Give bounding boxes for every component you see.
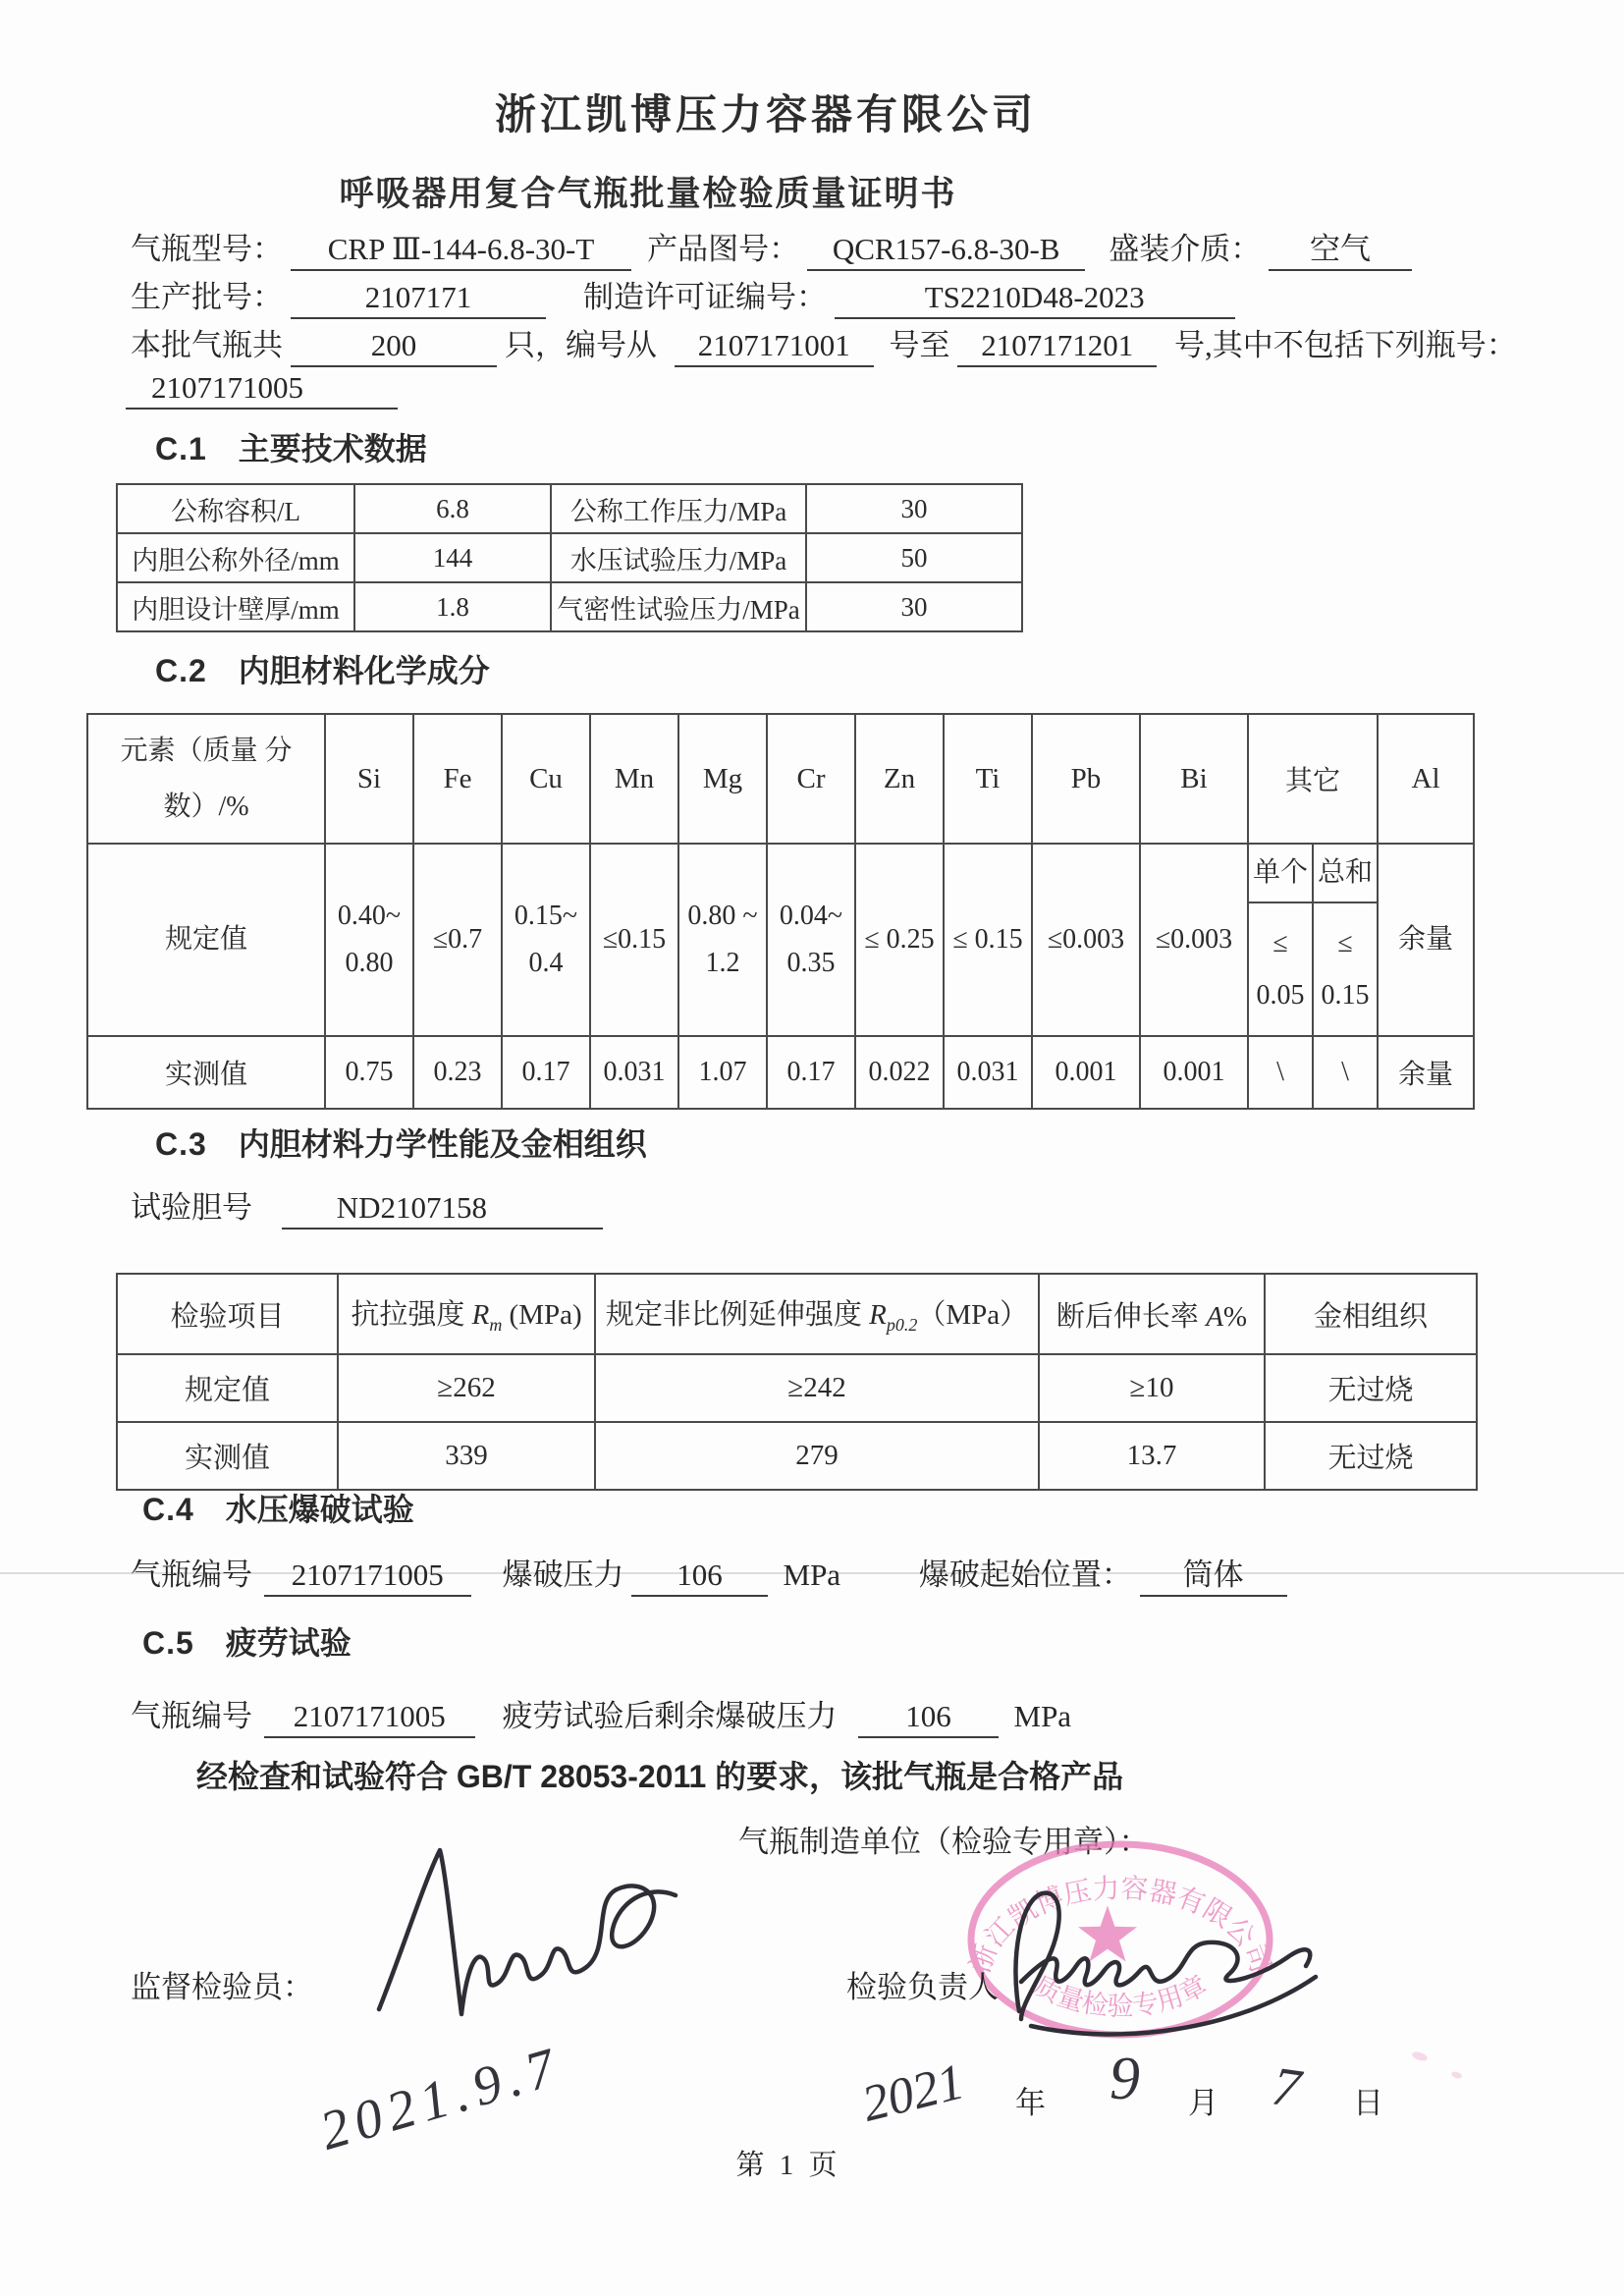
- element-cell: Mg: [678, 714, 767, 844]
- sample-label: 试验胆号: [131, 1190, 252, 1225]
- date-day-unit: 日: [1353, 2086, 1383, 2120]
- date-month-handwritten: 9: [1110, 2046, 1140, 2112]
- date-month-unit: 月: [1188, 2086, 1218, 2120]
- c1-cell: 公称工作压力/MPa: [551, 484, 806, 533]
- c3-cell: ≥262: [338, 1354, 595, 1422]
- sample-line: [131, 1182, 603, 1230]
- c3-col-micro: 金相组织: [1265, 1274, 1477, 1354]
- element-cell: Bi: [1140, 714, 1248, 844]
- license-label: 制造许可证编号：: [583, 280, 827, 314]
- table-row: [117, 1354, 1477, 1422]
- other-total-spec-cell: [1313, 844, 1378, 1036]
- table-row: [87, 844, 1474, 1036]
- burst-location-value: 筒体: [1140, 1556, 1287, 1597]
- chemical-composition-table: [86, 713, 1475, 1110]
- stamp-caption-text: 质量检验专用章: [1028, 1970, 1213, 2021]
- inspector-signature: [363, 1832, 697, 2058]
- scan-artifact-dot: [1411, 2050, 1429, 2063]
- excluded-serial-line: [126, 368, 398, 410]
- medium-value: 空气: [1269, 230, 1412, 271]
- c1-cell: 气密性试验压力/MPa: [551, 582, 806, 631]
- c1-cell: 内胆公称外径/mm: [117, 533, 354, 582]
- section-c5-title: 疲劳试验: [225, 1625, 352, 1661]
- residual-burst-label: 疲劳试验后剩余爆破压力: [502, 1699, 838, 1733]
- measured-cell: 0.001: [1032, 1036, 1140, 1109]
- c3-cell: ≥10: [1039, 1354, 1265, 1422]
- spec-cell: ≤0.003: [1140, 844, 1248, 1036]
- element-cell: Mn: [590, 714, 678, 844]
- quantity-value: 200: [291, 326, 498, 367]
- measured-cell: 0.23: [413, 1036, 502, 1109]
- spec-cell: ≤0.003: [1032, 844, 1140, 1036]
- element-cell: Fe: [413, 714, 502, 844]
- element-cell: Cu: [502, 714, 590, 844]
- drawing-label: 产品图号：: [647, 232, 800, 266]
- table-row: [117, 1422, 1477, 1490]
- element-cell: Si: [325, 714, 413, 844]
- other-header-cell: 其它: [1248, 714, 1378, 844]
- inspector-label: 监督检验员：: [131, 1970, 313, 2004]
- c1-cell: 公称容积/L: [117, 484, 354, 533]
- table-row: [87, 714, 1474, 844]
- c3-cell: 规定值: [117, 1354, 338, 1422]
- c1-cell: 内胆设计壁厚/mm: [117, 582, 354, 631]
- quantity-prefix: 本批气瓶共: [131, 328, 283, 362]
- measured-cell: 0.17: [767, 1036, 855, 1109]
- quantity-mid: 只，编号从: [505, 328, 657, 362]
- page-number: 第 1 页: [735, 2150, 841, 2181]
- model-value: CRP Ⅲ-144-6.8-30-T: [291, 230, 632, 271]
- element-cell: Ti: [944, 714, 1032, 844]
- measured-cell: 0.022: [855, 1036, 944, 1109]
- other-total-header: 总和: [1314, 845, 1377, 903]
- spec-label-cell: 规定值: [87, 844, 325, 1036]
- info-line-batch: [131, 272, 1235, 319]
- burst-pressure-label: 爆破压力: [502, 1558, 624, 1592]
- c4-sn-value: 2107171005: [264, 1556, 471, 1597]
- sample-value: ND2107158: [282, 1188, 603, 1230]
- batch-value: 2107171: [291, 278, 547, 319]
- element-cell: Zn: [855, 714, 944, 844]
- measured-al-cell: 余量: [1378, 1036, 1474, 1109]
- section-c4-heading: [142, 1485, 414, 1530]
- technical-data-table: [116, 483, 1023, 632]
- table-row: [117, 533, 1022, 582]
- license-value: TS2210D48-2023: [835, 278, 1235, 319]
- stamp-company-text: 浙江凯博压力容器有限公司: [965, 1873, 1275, 1977]
- c3-cell: ≥242: [595, 1354, 1039, 1422]
- c3-col-rp: 规定非比例延伸强度 $R_{p0.2}(MPa)$: [595, 1274, 1039, 1354]
- other-total-spec: ≤ 0.15: [1321, 928, 1370, 1011]
- c1-cell: 30: [806, 582, 1022, 631]
- element-cell: Pb: [1032, 714, 1140, 844]
- c3-col-rm: 抗拉强度 $R_m$ (MPa): [338, 1274, 595, 1354]
- other-single-spec: ≤ 0.05: [1256, 928, 1305, 1011]
- section-c2-number: C.2: [155, 653, 207, 688]
- c1-cell: 水压试验压力/MPa: [551, 533, 806, 582]
- date-day-handwritten: 7: [1268, 2055, 1305, 2120]
- spec-cell: 0.04~ 0.35: [767, 844, 855, 1036]
- residual-burst-unit: MPa: [1013, 1699, 1072, 1733]
- c3-col-item: 检验项目: [117, 1274, 338, 1354]
- chief-inspector-label: 检验负责人: [846, 1970, 999, 2004]
- section-c4-number: C.4: [142, 1492, 194, 1527]
- c1-cell: 1.8: [354, 582, 551, 631]
- fatigue-test-line: [131, 1691, 1071, 1738]
- measured-cell: 1.07: [678, 1036, 767, 1109]
- c3-cell: 13.7: [1039, 1422, 1265, 1490]
- section-c1-number: C.1: [155, 431, 207, 466]
- excluded-serial-value: 2107171005: [126, 368, 398, 410]
- medium-label: 盛装介质：: [1109, 232, 1262, 266]
- quantity-suffix: 号,其中不包括下列瓶号：: [1174, 328, 1517, 362]
- section-c5-number: C.5: [142, 1625, 194, 1661]
- info-line-model: [131, 224, 1412, 271]
- inspector-signature-date: 2021.9.7: [313, 2035, 568, 2162]
- al-header-cell: Al: [1378, 714, 1474, 844]
- other-single-header: 单个: [1249, 845, 1312, 903]
- c1-cell: 6.8: [354, 484, 551, 533]
- section-c5-heading: [142, 1618, 352, 1664]
- element-header-cell: 元素（质量 分数）/%: [87, 714, 325, 844]
- table-row: [117, 1274, 1477, 1354]
- burst-pressure-value: 106: [631, 1556, 768, 1597]
- c3-cell: 无过烧: [1265, 1354, 1477, 1422]
- measured-cell: 0.001: [1140, 1036, 1248, 1109]
- measured-cell: 0.17: [502, 1036, 590, 1109]
- burst-location-label: 爆破起始位置：: [918, 1558, 1132, 1592]
- c4-sn-label: 气瓶编号: [131, 1558, 252, 1592]
- spec-cell: 0.40~ 0.80: [325, 844, 413, 1036]
- spec-cell: ≤ 0.15: [944, 844, 1032, 1036]
- scan-artifact-dot: [1450, 2070, 1462, 2079]
- burst-pressure-unit: MPa: [783, 1558, 841, 1592]
- spec-cell: 0.80 ~ 1.2: [678, 844, 767, 1036]
- c3-cell: 无过烧: [1265, 1422, 1477, 1490]
- measured-label-cell: 实测值: [87, 1036, 325, 1109]
- spec-cell: ≤0.7: [413, 844, 502, 1036]
- serial-join: 号至: [889, 328, 950, 362]
- doc-title: 呼吸器用复合气瓶批量检验质量证明书: [339, 175, 957, 213]
- section-c2-heading: [155, 646, 490, 691]
- c3-col-a: 断后伸长率 A%: [1039, 1274, 1265, 1354]
- c1-cell: 30: [806, 484, 1022, 533]
- section-c1-heading: [155, 424, 427, 469]
- c5-sn-value: 2107171005: [264, 1697, 475, 1738]
- element-cell: Cr: [767, 714, 855, 844]
- other-single-spec-cell: [1248, 844, 1313, 1036]
- manufacturer-stamp-label: 气瓶制造单位（检验专用章）：: [738, 1825, 1150, 1859]
- other-single-measured-cell: \: [1248, 1036, 1313, 1109]
- date-year-unit: 年: [1015, 2086, 1046, 2120]
- measured-cell: 0.031: [944, 1036, 1032, 1109]
- drawing-value: QCR157-6.8-30-B: [807, 230, 1086, 271]
- section-c3-number: C.3: [155, 1126, 207, 1162]
- residual-burst-value: 106: [858, 1697, 999, 1738]
- mechanical-properties-table: [116, 1273, 1478, 1491]
- burst-test-line: [131, 1550, 1287, 1597]
- date-year-handwritten: 2021: [856, 2053, 970, 2133]
- table-row: [117, 484, 1022, 533]
- measured-cell: 0.75: [325, 1036, 413, 1109]
- c1-cell: 50: [806, 533, 1022, 582]
- section-c2-title: 内胆材料化学成分: [238, 653, 490, 688]
- other-total-measured-cell: \: [1313, 1036, 1378, 1109]
- info-line-quantity: [131, 320, 1517, 367]
- table-row: [87, 1036, 1474, 1109]
- section-c4-title: 水压爆破试验: [225, 1492, 414, 1527]
- conclusion-statement: 经检查和试验符合 GB/T 28053-2011 的要求，该批气瓶是合格产品: [196, 1759, 1124, 1794]
- batch-label: 生产批号：: [131, 280, 283, 314]
- c3-cell: 339: [338, 1422, 595, 1490]
- section-c3-title: 内胆材料力学性能及金相组织: [238, 1126, 647, 1162]
- spec-al-cell: 余量: [1378, 844, 1474, 1036]
- spec-cell: 0.15~ 0.4: [502, 844, 590, 1036]
- spec-cell: ≤0.15: [590, 844, 678, 1036]
- measured-cell: 0.031: [590, 1036, 678, 1109]
- c5-sn-label: 气瓶编号: [131, 1699, 252, 1733]
- section-c3-heading: [155, 1120, 647, 1165]
- table-row: [117, 582, 1022, 631]
- chief-inspector-signature: [992, 1864, 1345, 2060]
- section-c1-title: 主要技术数据: [238, 431, 427, 466]
- c1-cell: 144: [354, 533, 551, 582]
- c3-cell: 实测值: [117, 1422, 338, 1490]
- c3-cell: 279: [595, 1422, 1039, 1490]
- serial-from-value: 2107171001: [675, 326, 874, 367]
- model-label: 气瓶型号：: [131, 232, 283, 266]
- serial-to-value: 2107171201: [957, 326, 1157, 367]
- spec-cell: ≤ 0.25: [855, 844, 944, 1036]
- company-name: 浙江凯博压力容器有限公司: [494, 91, 1037, 137]
